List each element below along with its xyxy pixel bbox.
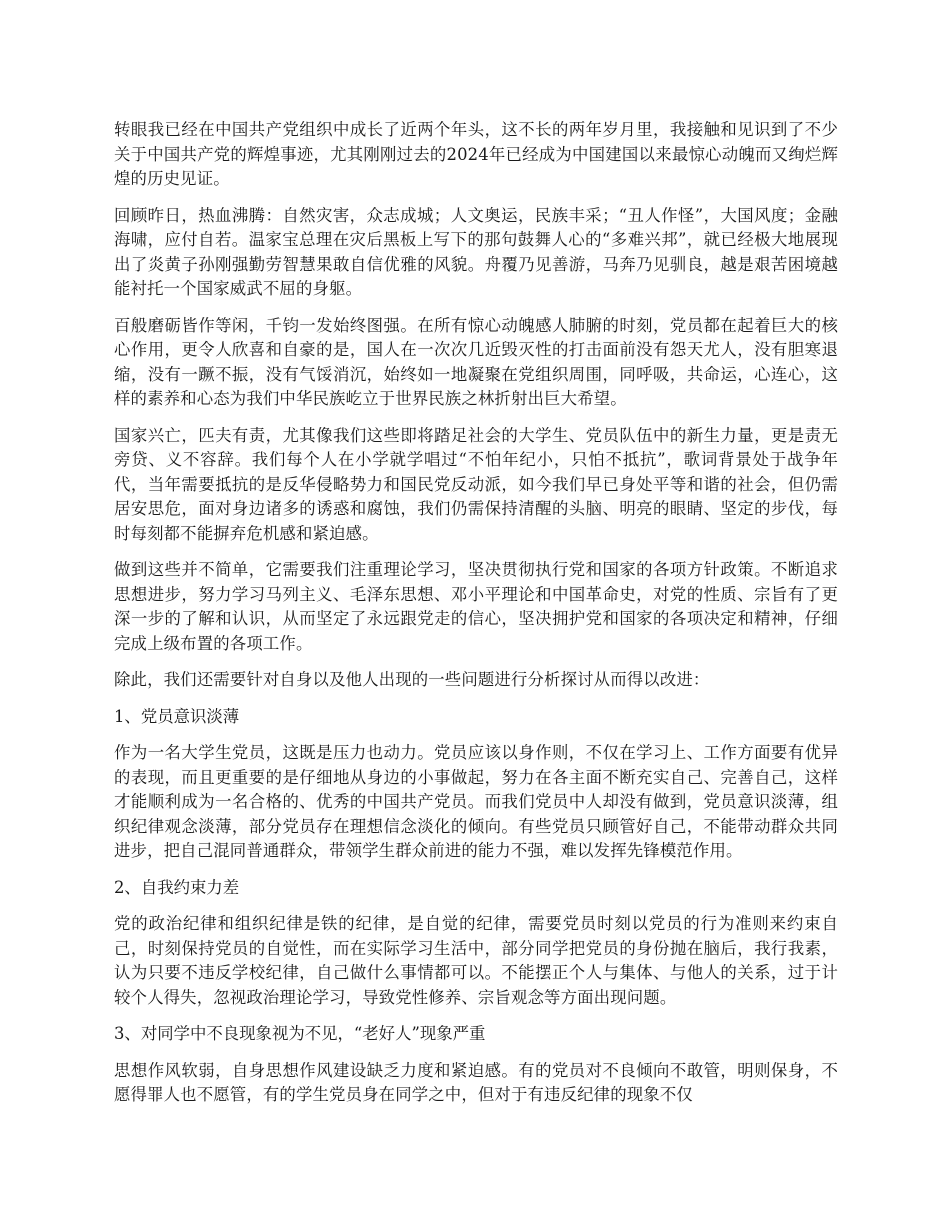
document-body — [114, 118, 838, 1120]
section-2-paragraph: 党的政治纪律和组织纪律是铁的纪律，是自觉的纪律，需要党员时刻以党员的行为准则来约束自己，时刻保持党员的自觉性，而在实际学习生活中，部分同学把党员的身份抛在脑后，我行我素，认为只要不违反学校纪律，自己做什么事情都可以。不能摆正个人与集体、与他人的关系，过于计较个人得失，忽视政治理论学习，导致党性修养、宗旨观念等方面出现问题。 — [114, 914, 838, 1007]
section-heading-3: 3、对同学中不良现象视为不见，“老好人”现象严重 — [114, 1024, 486, 1043]
section-heading-2: 2、自我约束力差 — [114, 877, 240, 897]
responsibility-paragraph: 国家兴亡，匹夫有责，尤其像我们这些即将踏足社会的大学生、党员队伍中的新生力量，更是责无旁贷、义不容辞。我们每个人在小学就学唱过“不怕年纪小，只怕不抵抗”，歌词背景处于战争年代，当年需要抵抗的是反华侵略势力和国民党反动派，如今我们早已身处平等和谐的社会，但仍需居安思危，面对身边诸多的诱惑和腐蚀，我们仍需保持清醒的头脑、明亮的眼睛、坚定的步伐，每时每刻都不能摒弃危机感和紧迫感。 — [114, 425, 838, 543]
theory-study-paragraph: 做到这些并不简单，它需要我们注重理论学习，坚决贯彻执行党和国家的各项方针政策。不断追求思想进步，努力学习马列主义、毛泽东思想、邓小平理论和中国革命史，对党的性质、宗旨有了更深一步的了解和认识，从而坚定了永远跟党走的信心，坚决拥护党和国家的各项决定和精神，仔细完成上级布置的各项工作。 — [114, 560, 838, 653]
section-heading-1: 1、党员意识淡薄 — [114, 706, 240, 726]
review-paragraph: 回顾昨日，热血沸腾：自然灾害，众志成城；人文奥运，民族丰采；“丑人作怪”，大国风度；金融海啸，应付自若。温家宝总理在灾后黑板上写下的那句鼓舞人心的“多难兴邦”，就已经极大地展现出了炎黄子孙刚强勤劳智慧果敢自信优雅的风貌。舟覆乃见善游，马奔乃见驯良，越是艰苦困境越能衬托一个国家威武不屈的身躯。 — [114, 205, 838, 298]
intro-paragraph: 转眼我已经在中国共产党组织中成长了近两个年头，这不长的两年岁月里，我接触和见识到了不少关于中国共产党的辉煌事迹，尤其刚刚过去的2024年已经成为中国建国以来最惊心动魄而又绚烂辉煌的历史见证。 — [114, 120, 838, 188]
party-role-paragraph: 百般磨砺皆作等闲，千钧一发始终图强。在所有惊心动魄感人肺腑的时刻，党员都在起着巨大的核心作用，更令人欣喜和自豪的是，国人在一次次几近毁灭性的打击面前没有怨天尤人，没有胆寒退缩，没有一蹶不振，没有气馁消沉，始终如一地凝聚在党组织周围，同呼吸，共命运，心连心，这样的素养和心态为我们中华民族屹立于世界民族之林折射出巨大希望。 — [114, 315, 838, 408]
problems-intro-paragraph: 除此，我们还需要针对自身以及他人出现的一些问题进行分析探讨从而得以改进： — [114, 670, 710, 689]
section-3-paragraph: 思想作风软弱，自身思想作风建设缺乏力度和紧迫感。有的党员对不良倾向不敢管，明则保身，不愿得罪人也不愿管，有的学生党员身在同学之中，但对于有违反纪律的现象不仅 — [114, 1060, 838, 1104]
section-1-paragraph: 作为一名大学生党员，这既是压力也动力。党员应该以身作则，不仅在学习上、工作方面要有优异的表现，而且更重要的是仔细地从身边的小事做起，努力在各主面不断充实自己、完善自己，这样才能顺利成为一名合格的、优秀的中国共产党员。而我们党员中人却没有做到，党员意识淡薄，组织纪律观念淡薄，部分党员存在理想信念淡化的倾向。有些党员只顾管好自己，不能带动群众共同进步，把自己混同普通群众，带领学生群众前进的能力不强，难以发挥先锋模范作用。 — [114, 743, 838, 860]
